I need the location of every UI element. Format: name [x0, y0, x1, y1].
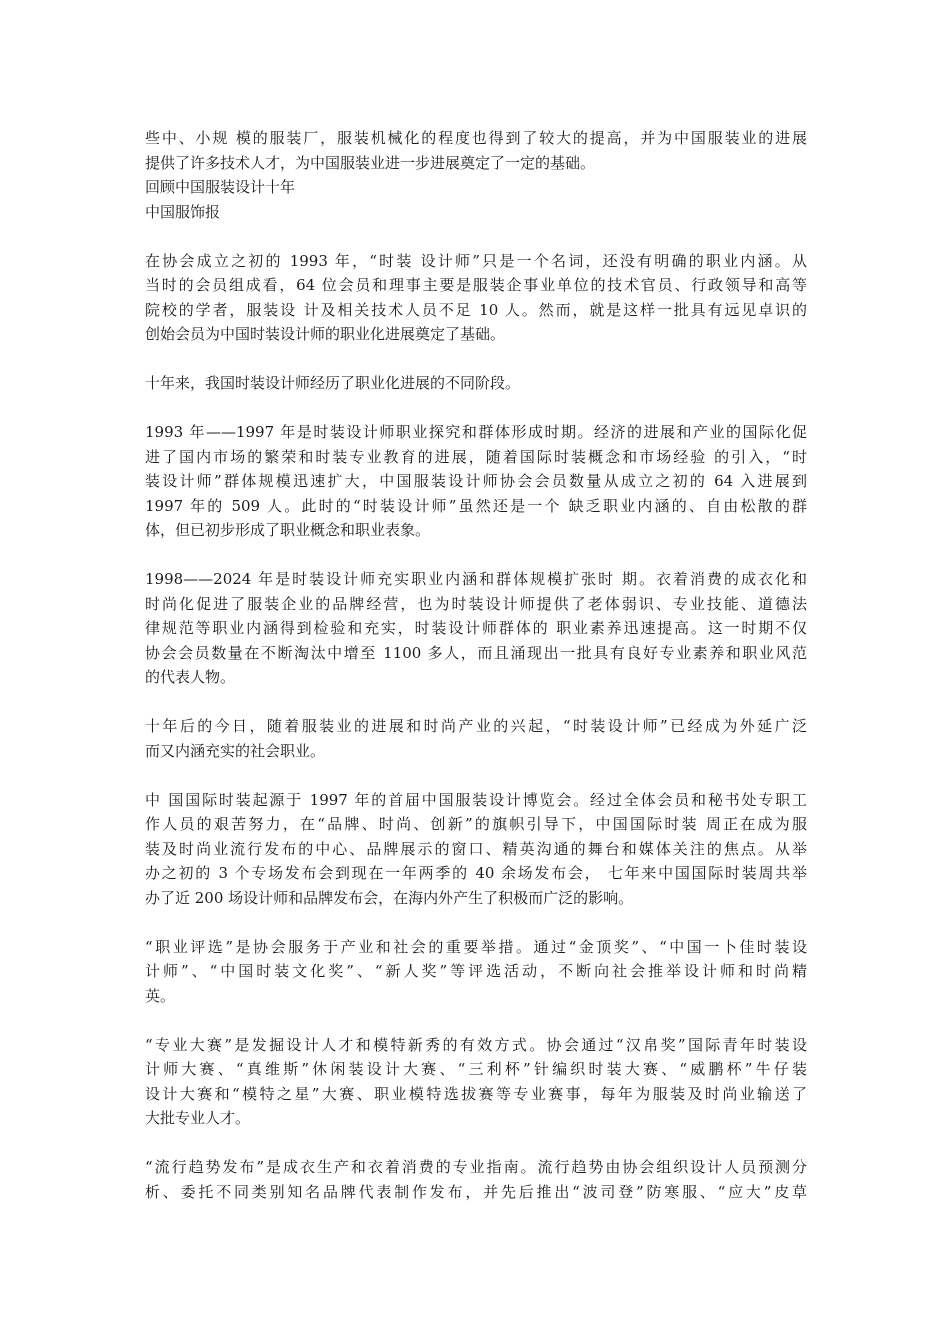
text-line: 协会会员数量在不断淘汰中增至 1100 多人，而且涌现出一批具有良好专业素养和职业风范	[145, 643, 807, 662]
text-line: 计师大赛、“真维斯”休闲装设计大赛、“三利杯”针编织时装大赛、“威鹏杯”牛仔装	[145, 1060, 807, 1078]
text-line: 在协会成立之初的 1993 年，“时装 设计师”只是一个名词，还没有明确的职业内涵。从	[145, 251, 807, 270]
text-line: 律规范等职业内涵得到检验和充实，时装设计师群体的 职业素养迅速提高。这一时期不仅	[145, 619, 807, 637]
text-line: 装及时尚业流行发布的中心、品牌展示的窗口、精英沟通的舞台和媒体关注的焦点。从举	[145, 839, 807, 858]
text-line: 十年后的今日，随着服装业的进展和时尚产业的兴起，“时装设计师”已经成为外延广泛	[145, 717, 807, 735]
body-paragraph-9	[145, 1155, 807, 1204]
text-line: 时尚化促进了服装企业的品牌经营，也为时装设计师提供了老体弱识、专业技能、道德法	[145, 594, 807, 613]
text-line: 创始会员为中国时装设计师的职业化进展奠定了基础。	[145, 325, 506, 343]
body-paragraph-6	[145, 788, 807, 911]
body-paragraph-3	[145, 420, 807, 543]
text-line: 而又内涵充实的社会职业。	[145, 741, 326, 760]
article-title: 回顾中国服装设计十年	[145, 178, 296, 196]
text-line: 英。	[145, 986, 176, 1005]
paragraph-spacer	[145, 1131, 807, 1156]
text-line: 办之初的 3 个专场发布会到现在一年两季的 40 余场发布会， 七年来中国国际时装周共举	[145, 864, 807, 882]
body-paragraph-4	[145, 567, 807, 690]
text-line: 中 国国际时装起源于 1997 年的首届中国服装设计博览会。经过全体会员和秘书处专职工	[145, 790, 807, 809]
body-paragraph-8	[145, 1033, 807, 1131]
text-line: 析、委托不同类别知名品牌代表制作发布，并先后推出“波司登”防寒服、“应大”皮草	[145, 1182, 807, 1201]
text-line: 设计大赛和“模特之星”大赛、职业模特选拔赛等专业赛事，每年为服装及时尚业输送了	[145, 1084, 807, 1103]
text-line: 1997 年的 509 人。此时的“时装设计师”虽然还是一个 缺乏职业内涵的、自由松散的群	[145, 496, 807, 515]
text-line: 办了近 200 场设计师和品牌发布会，在海内外产生了积极而广泛的影响。	[145, 888, 634, 907]
paragraph-spacer	[145, 690, 807, 715]
article-source: 中国服饰报	[145, 202, 221, 221]
text-line: 些中、小规 模的服装厂，服装机械化的程度也得到了较大的提高，并为中国服装业的进展	[145, 129, 807, 147]
text-line: 的代表人物。	[145, 668, 236, 686]
body-paragraph-1	[145, 249, 807, 347]
text-line: 装设计师”群体规模迅速扩大，中国服装设计师协会会员数量从成立之初的 64 入进展到	[145, 472, 807, 490]
text-line: “专业大赛”是发掘设计人才和模特新秀的有效方式。协会通过“汉帛奖”国际青年时装设	[145, 1035, 807, 1054]
paragraph-spacer	[145, 1008, 807, 1033]
document-page	[145, 126, 807, 1204]
text-line: 作人员的艰苦努力，在“品牌、时尚、创新”的旗帜引导下，中国国际时装 周正在成为服	[145, 815, 807, 833]
text-line: 十年来，我国时装设计师经历了职业化进展的不同阶段。	[145, 374, 521, 392]
paragraph-spacer	[145, 224, 807, 249]
text-line: 1993 年——1997 年是时装设计师职业探究和群体形成时期。经济的进展和产业的国际化促	[145, 423, 807, 441]
text-line: “流行趋势发布”是成衣生产和衣着消费的专业指南。流行趋势由协会组织设计人员预测分	[145, 1158, 807, 1176]
text-line: 计师”、“中国时装文化奖”、“新人奖”等评选活动，不断向社会推举设计师和时尚精	[145, 962, 807, 980]
paragraph-spacer	[145, 910, 807, 935]
paragraph-spacer	[145, 347, 807, 372]
text-line: 当时的会员组成看，64 位会员和理事主要是服装企事业单位的技术官员、行政领导和高等	[145, 276, 807, 294]
text-line: 大批专业人才。	[145, 1109, 251, 1127]
intro-paragraph	[145, 126, 807, 175]
body-paragraph-5	[145, 714, 807, 763]
text-line: 进了国内市场的繁荣和时装专业教育的进展，随着国际时装概念和市场经验 的引入，“时	[145, 447, 807, 466]
paragraph-spacer	[145, 396, 807, 421]
text-line: 院校的学者，服装设 计及相关技术人员不足 10 人。然而，就是这样一批具有远见卓识的	[145, 300, 807, 319]
body-paragraph-2	[145, 371, 807, 396]
paragraph-spacer	[145, 763, 807, 788]
text-line: “职业评选”是协会服务于产业和社会的重要举措。通过“金顶奖”、“中国一卜佳时装设	[145, 937, 807, 956]
body-paragraph-7	[145, 935, 807, 1009]
paragraph-spacer	[145, 543, 807, 568]
text-line: 提供了许多技术人才，为中国服装业进一步进展奠定了一定的基础。	[145, 153, 596, 172]
text-line: 体，但已初步形成了职业概念和职业表象。	[145, 521, 431, 539]
text-line: 1998——2024 年是时装设计师充实职业内涵和群体规模扩张时 期。衣着消费的成衣化和	[145, 570, 807, 588]
